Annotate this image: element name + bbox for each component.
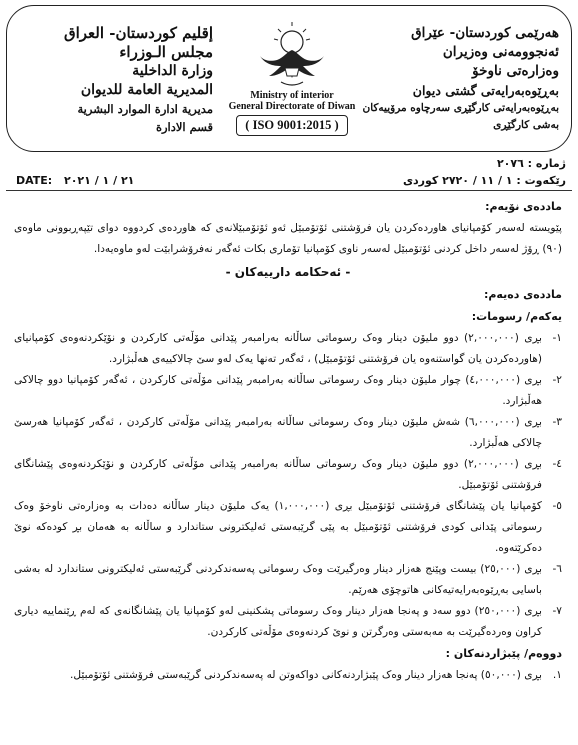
fees-list [14,328,562,643]
list-item-text: کۆمپانیا یان پێشانگای فرۆشتنی ئۆتۆمبێل بڕی (١,٠٠٠,٠٠٠) یەک ملیۆن دینار ساڵانە دەدات بە وەزارەتی ناوخۆ وەک رسوماتی پێدانی کودی فرۆشتنی ئۆتۆمبێل بە پێی گرێبەستی ئەلیکترونی ستاندارد و ساڵانە بە هەمان بڕ کودەکە نوێ دەکرێتەوە. [14,500,542,554]
kurdish-ministry-name: وەزارەتی ناوخۆ [472,63,559,79]
list-item-number: ١- [552,332,562,344]
document-body [14,196,562,686]
kurdish-sub-directorate: بەڕێوەبەرایەتی کارگێڕی سەرچاوە مرۆییەکان [362,102,559,114]
list-item-number: ٤- [552,458,562,470]
header-divider [6,190,572,191]
arabic-department: قسم الادارة [155,120,213,134]
arabic-region-name: إقليم كوردستان- العراق [63,24,213,42]
kurdistan-eagle-emblem-icon [257,20,327,90]
list-item-number: ٣- [552,416,562,428]
list-item-text: بڕی (٥٠,٠٠٠) پەنجا هەزار دینار وەک پێبژاردنەکانی دواکەوتن لە پەسەندکردنی گرێبەستی فرۆشتنی ئۆتۆمبێل. [70,669,542,681]
kurdish-council-name: ئەنجوومەنی وەزیران [442,44,559,60]
article-nine-heading: ماددەی نۆیەم: [485,200,562,213]
kurdish-calendar-date: رێکەوت : ١ / ١١ / ٢٧٢٠ کوردی [402,174,566,187]
article-ten-heading: ماددەی دەیەم: [483,288,562,301]
ministry-english-name: Ministry of interior [250,90,334,101]
list-item [14,412,562,454]
article-nine-text: پێویستە لەسەر کۆمپانیای هاوردەکردن یان فرۆشتنی ئۆتۆمبێل ئەو ئۆتۆمبێلانەی کە هاوردەی کردووە دوای تێپەڕبوونی ماوەی (٩٠) ڕۆژ لەسەر داخل کردنی ئۆتۆمبێل لەسەر ناوی کۆمپانیا تۆماری بکات ئەگەر نەفرۆشرابێت لەو ماوەیەدا. [14,222,562,255]
list-item [14,559,562,601]
gregorian-date: ٢١ / ١ / ٢٠٢١ [64,174,135,187]
kurdish-region-name: هەرێمی کوردستان- عێراق [411,25,559,41]
date-label: DATE: [16,174,53,187]
fee-provisions-title: - ئەحکامە دارییەکان - [225,265,351,279]
list-item [14,328,562,370]
date-row [6,174,572,190]
kurdish-directorate-name: بەڕێوەبەرایەتی گشتی دیوان [412,83,559,98]
arabic-ministry-name: وزارة الداخلية [132,63,213,79]
penalties-list [14,665,562,686]
list-item-number: ٦- [552,563,562,575]
iso-certification-badge: ( ISO 9001:2015 ) [236,115,347,136]
list-item [14,370,562,412]
list-item-number: ٥- [552,500,562,512]
list-item-text: بڕی (٢٥٠,٠٠٠) دوو سەد و پەنجا هەزار دینار وەک رسوماتی پشکنینی لەو کۆمپانیا یان پێشانگانەی کە لەم ڕێنماییە دیاری کراون وەردەگیرێت بە مەبەستی وەرگرتن و نوێ کردنەوەی مۆڵەتی کارکردن. [14,605,542,638]
emblem-block [222,20,362,136]
arabic-sub-directorate: مديرية ادارة الموارد البشرية [77,102,213,116]
kurdish-letterhead-block [359,24,559,134]
list-item [14,454,562,496]
list-item-text: بڕی (٢٥,٠٠٠) بیست وپێنج هەزار دینار وەرگیرێت وەک رسوماتی پەسەندکردنی گرێبەستی ئەلیکترونی ستاندارد لە بەشی باسایی بەڕێوەبەرایەتیەکانی هاتوچۆی هەرێم. [14,563,542,596]
kurdish-department: بەشی کارگێڕی [493,119,559,131]
penalties-subheading: دووەم/ پێبژاردنەکان : [445,647,562,660]
list-item-text: بڕی (٢,٠٠٠,٠٠٠) دوو ملیۆن دینار وەک رسوماتی ساڵانە بەرامبەر پێدانی مۆڵەتی کارکردن و نۆێکردنەوەی پێشانگای فرۆشتنی ئۆتۆمبێل. [14,458,542,491]
list-item-text: بڕی (٦,٠٠٠,٠٠٠) شەش ملیۆن دینار وەک رسوماتی ساڵانە بەرامبەر پێدانی مۆڵەتی کارکردن ، ئەگەر کۆمپانیا هەرسێ چالاکی هەڵبژارد. [14,416,542,449]
list-item-text: بڕی (٢,٠٠٠,٠٠٠) دوو ملیۆن دینار وەک رسوماتی ساڵانە بەرامبەر پێدانی مۆڵەتی کارکردن و نۆێکردنەوەی کۆمپانیای (هاوردەکردن یان گواستنەوە یان فرۆشتنی ئۆتۆمبێل) ، ئەگەر تەنها یەک لەو سێ چالاکییەی هەڵبژارد. [14,332,542,365]
arabic-council-name: مجلس الـوزراء [119,43,213,61]
list-item-number: ٢- [552,374,562,386]
list-item-number: ١. [552,669,562,681]
fees-subheading: یەکەم/ رسومات: [471,310,562,323]
list-item-text: بڕی (٤,٠٠٠,٠٠٠) چوار ملیۆن دینار وەک رسوماتی ساڵانە بەرامبەر پێدانی مۆڵەتی کارکردن ، ئەگەر کۆمپانیا دوو چالاکی هەڵبژارد. [14,374,542,407]
arabic-directorate-name: المديرية العامة للديوان [80,82,213,98]
arabic-letterhead-block [21,24,213,136]
directorate-english-name: General Directorate of Diwan [228,101,356,112]
list-item [14,496,562,559]
document-number: ژمارە : ٢٠٧٦ [496,157,566,170]
list-item-number: ٧- [552,605,562,617]
list-item [14,601,562,643]
letterhead [6,5,572,152]
list-item [14,665,562,686]
